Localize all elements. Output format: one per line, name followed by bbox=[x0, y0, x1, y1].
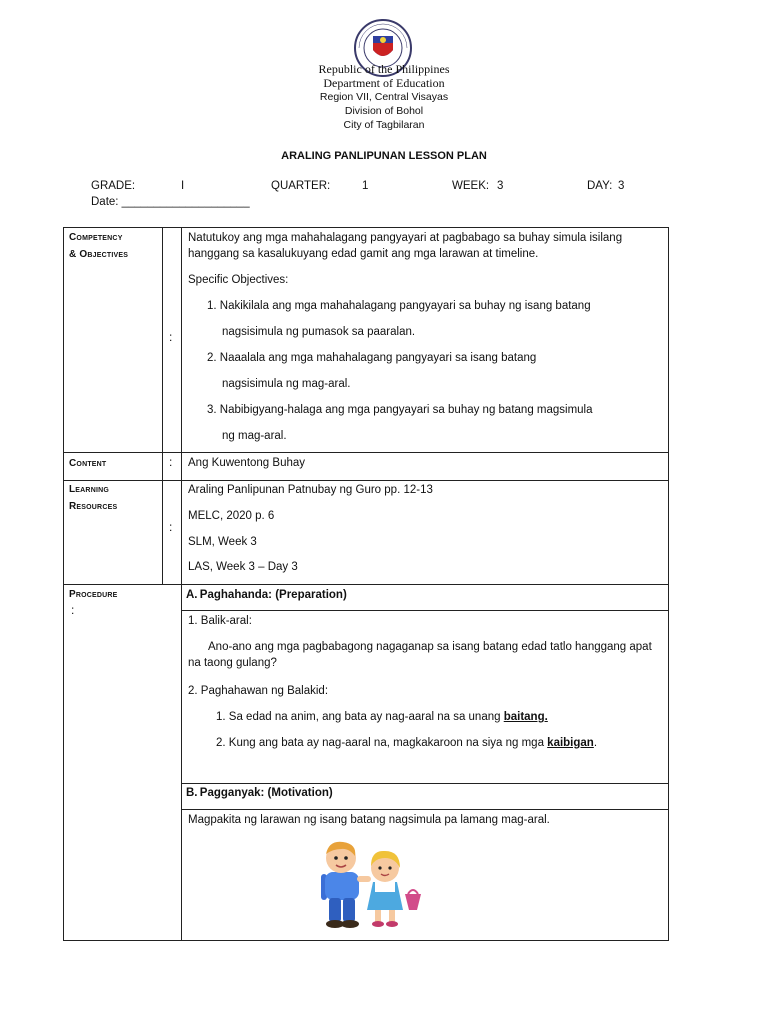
column-divider-left bbox=[162, 227, 163, 584]
balik-aral-label: 1. Balik-aral: bbox=[188, 615, 252, 627]
header-region: Region VII, Central Visayas bbox=[319, 91, 449, 103]
vocabulary-word-baitang: baitang. bbox=[503, 711, 548, 723]
date-field: Date: ____________________ bbox=[91, 196, 250, 208]
specific-objectives-heading: Specific Objectives: bbox=[188, 274, 289, 286]
objective-1-line1: 1. Nakikilala ang mga mahahalagang pangyayari sa buhay ng isang batang bbox=[207, 300, 591, 312]
learning-resources-label: Learning Resources bbox=[69, 484, 118, 512]
procedure-colon: : bbox=[71, 603, 75, 617]
week-label: WEEK: bbox=[452, 180, 490, 192]
row-divider bbox=[63, 480, 669, 481]
row-divider bbox=[63, 584, 669, 585]
balik-aral-question: Ano-ano ang mga pagbabagong nagaganap sa isang batang edad tatlo hanggang apat na taong gulang? bbox=[188, 641, 652, 669]
girl-figure bbox=[367, 851, 421, 927]
day-value: 3 bbox=[618, 180, 625, 192]
competency-intro: Natutukoy ang mga mahahalagang pangyayari at pagbabago sa buhay simula isilang hanggang sa kasalukuyang edad gamit ang mga larawan at timeline. bbox=[188, 232, 623, 260]
boy-figure bbox=[321, 842, 371, 928]
content-label: Content bbox=[69, 458, 107, 469]
vocabulary-item-2: 2. Kung ang bata ay nag-aaral na, magkakaroon na siya ng mga kaibigan. bbox=[216, 737, 598, 749]
objective-1-line2: nagsisimula ng pumasok sa paaralan. bbox=[222, 326, 416, 338]
quarter-label: QUARTER: bbox=[271, 180, 331, 192]
children-clipart-image bbox=[305, 838, 430, 930]
objective-2-line1: 2. Naaalala ang mga mahahalagang pangyayari sa isang batang bbox=[207, 352, 537, 364]
header-department: Department of Education bbox=[323, 76, 445, 90]
week-value: 3 bbox=[497, 180, 504, 192]
row-divider bbox=[181, 809, 669, 810]
resource-item-2: MELC, 2020 p. 6 bbox=[188, 510, 275, 522]
objective-3-line1: 3. Nabibigyang-halaga ang mga pangyayari sa buhay ng batang magsimula bbox=[207, 404, 593, 416]
grade-label: GRADE: bbox=[91, 180, 136, 192]
motivation-text: Magpakita ng larawan ng isang batang nagsimula pa lamang mag-aral. bbox=[188, 814, 550, 826]
competency-label: Competency & Objectives bbox=[69, 232, 129, 260]
resource-item-3: SLM, Week 3 bbox=[188, 536, 257, 548]
content-value: Ang Kuwentong Buhay bbox=[188, 457, 306, 469]
resources-colon: : bbox=[169, 520, 173, 534]
preparation-heading: A. Paghahanda: (Preparation) bbox=[186, 589, 347, 601]
competency-colon: : bbox=[169, 330, 173, 344]
motivation-heading: B. Pagganyak: (Motivation) bbox=[186, 787, 333, 799]
page-title: ARALING PANLIPUNAN LESSON PLAN bbox=[281, 150, 487, 162]
content-colon: : bbox=[169, 455, 173, 469]
row-divider bbox=[181, 610, 669, 611]
header-division: Division of Bohol bbox=[344, 105, 424, 117]
row-divider bbox=[63, 452, 669, 453]
objective-2-line2: nagsisimula ng mag-aral. bbox=[222, 378, 351, 390]
resource-item-4: LAS, Week 3 – Day 3 bbox=[188, 561, 298, 573]
resource-item-1: Araling Panlipunan Patnubay ng Guro pp. 12-13 bbox=[188, 484, 433, 496]
procedure-label: Procedure bbox=[69, 589, 118, 600]
day-label: DAY: bbox=[587, 180, 613, 192]
header-city: City of Tagbilaran bbox=[343, 119, 425, 131]
vocabulary-item-1: 1. Sa edad na anim, ang bata ay nag-aaral na sa unang baitang. bbox=[216, 711, 548, 723]
row-divider bbox=[181, 783, 669, 784]
grade-value: I bbox=[181, 180, 185, 192]
header-republic: Republic of the Philippines bbox=[318, 62, 450, 76]
paghahawan-label: 2. Paghahawan ng Balakid: bbox=[188, 685, 329, 697]
vocabulary-word-kaibigan: kaibigan bbox=[547, 737, 594, 749]
quarter-value: 1 bbox=[362, 180, 369, 192]
objective-3-line2: ng mag-aral. bbox=[222, 430, 287, 442]
